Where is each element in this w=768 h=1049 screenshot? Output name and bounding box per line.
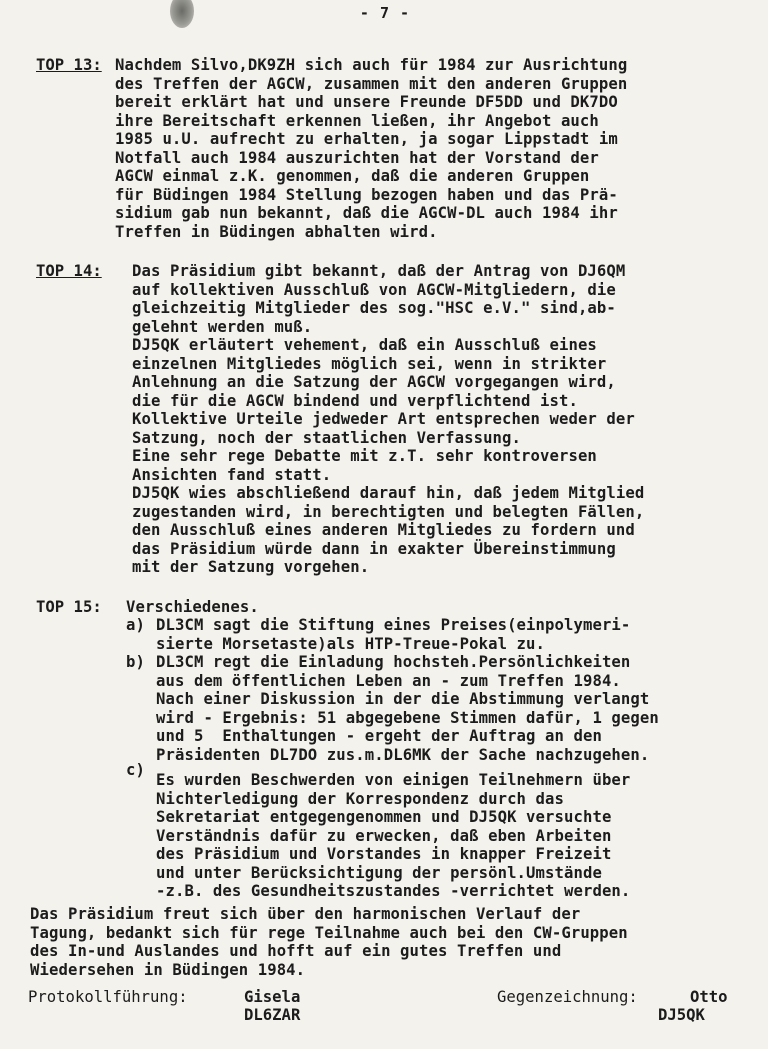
right-signature-name: Otto xyxy=(690,988,728,1006)
top13-line: für Büdingen 1984 Stellung bezogen haben und das Prä- xyxy=(115,185,618,204)
top15-label: TOP 15: xyxy=(36,598,102,616)
top14-line: Eine sehr rege Debatte mit z.T. sehr kontroversen xyxy=(132,447,597,465)
top13-line: des Treffen der AGCW, zusammen mit den anderen Gruppen xyxy=(115,74,628,93)
top13-line: bereit erklärt hat und unsere Freunde DF5DD und DK7DO xyxy=(115,93,618,111)
top13-line: Nachdem Silvo,DK9ZH sich auch für 1984 zur Ausrichtung xyxy=(115,56,628,74)
item-c-line: Sekretariat entgegengenommen und DJ5QK versuchte xyxy=(156,808,612,826)
item-b-line: Präsidenten DL7DO zus.m.DL6MK der Sache nachzugehen. xyxy=(156,745,650,764)
top14-line: die für die AGCW bindend und verpflichtend ist. xyxy=(132,391,578,410)
item-b-line: DL3CM regt die Einladung hochsteh.Persönlichkeiten xyxy=(156,653,631,671)
top14-line: das Präsidium würde dann in exakter Übereinstimmung xyxy=(132,539,616,558)
top13-label: TOP 13: xyxy=(36,56,102,74)
item-b-line: und 5 Enthaltungen - ergeht der Auftrag an den xyxy=(156,727,602,745)
closing-line: des In-und Auslandes und hofft auf ein gutes Treffen und xyxy=(30,942,562,960)
item-a-line: DL3CM sagt die Stiftung eines Preises(einpolymeri- xyxy=(156,616,631,634)
top13-line: Notfall auch 1984 auszurichten hat der Vorstand der xyxy=(115,148,599,167)
top13-line: sidium gab nun bekannt, daß die AGCW-DL auch 1984 ihr xyxy=(115,204,618,222)
item-b-line: Nach einer Diskussion in der die Abstimmung verlangt xyxy=(156,690,650,708)
closing-line: Tagung, bedankt sich für rege Teilnahme auch bei den CW-Gruppen xyxy=(30,923,628,942)
top15-heading: Verschiedenes. xyxy=(126,598,259,616)
top14-line: Satzung, noch der staatlichen Verfassung. xyxy=(132,428,522,447)
left-signature-label: Protokollführung: xyxy=(28,988,188,1006)
top14-line: zugestanden wird, in berechtigten und belegten Fällen, xyxy=(132,502,645,521)
item-b-line: aus dem öffentlichen Leben an - zum Treffen 1984. xyxy=(156,671,621,690)
top14-line: einzelnen Mitgliedes möglich sei, wenn in strikter xyxy=(132,354,607,373)
top14-line: den Ausschluß eines anderen Mitgliedes zu fordern und xyxy=(132,521,635,539)
top13-line: Treffen in Büdingen abhalten wird. xyxy=(115,222,438,241)
top14-line: Ansichten fand statt. xyxy=(132,465,332,484)
item-c-line: Verständnis dafür zu erwecken, daß eben Arbeiten xyxy=(156,826,612,845)
top14-line: auf kollektiven Ausschluß von AGCW-Mitgliedern, die xyxy=(132,280,616,299)
right-signature-call: DJ5QK xyxy=(658,1006,705,1024)
closing-line: Das Präsidium freut sich über den harmonischen Verlauf der xyxy=(30,905,581,923)
item-b-marker: b) xyxy=(126,653,145,671)
top14-line: gelehnt werden muß. xyxy=(132,317,313,336)
item-b-line: wird - Ergebnis: 51 abgegebene Stimmen dafür, 1 gegen xyxy=(156,708,659,727)
closing-line: Wiedersehen in Büdingen 1984. xyxy=(30,960,306,979)
item-c-line: Es wurden Beschwerden von einigen Teilnehmern über xyxy=(156,771,631,789)
top14-line: DJ5QK wies abschließend darauf hin, daß jedem Mitglied xyxy=(132,484,645,502)
item-c-line: des Präsidium und Vorstandes in knapper Freizeit xyxy=(156,845,612,863)
item-c-line: und unter Berücksichtigung der persönl.Umstände xyxy=(156,863,602,882)
right-signature-label: Gegenzeichnung: xyxy=(497,988,638,1006)
top14-line: DJ5QK erläutert vehement, daß ein Ausschluß eines xyxy=(132,336,597,354)
item-a-line: sierte Morsetaste)als HTP-Treue-Pokal zu. xyxy=(156,634,546,653)
item-c-marker: c) xyxy=(126,761,145,779)
top14-line: Kollektive Urteile jedweder Art entsprechen weder der xyxy=(132,410,635,428)
top14-line: mit der Satzung vorgehen. xyxy=(132,558,370,576)
top14-line: gleichzeitig Mitglieder des sog."HSC e.V." sind,ab- xyxy=(132,299,616,317)
left-signature-name: Gisela xyxy=(244,988,301,1006)
left-signature-call: DL6ZAR xyxy=(244,1006,301,1024)
punch-hole-mark xyxy=(170,0,194,28)
page-number: - 7 - xyxy=(359,4,411,22)
top13-line: ihre Bereitschaft erkennen ließen, ihr Angebot auch xyxy=(115,111,599,130)
top14-label: TOP 14: xyxy=(36,262,102,280)
item-c-line: Nichterledigung der Korrespondenz durch das xyxy=(156,789,564,808)
top13-line: AGCW einmal z.K. genommen, daß die anderen Gruppen xyxy=(115,167,590,185)
item-a-marker: a) xyxy=(126,616,145,634)
item-c-line: -z.B. des Gesundheitszustandes -verrichtet werden. xyxy=(156,882,631,900)
top14-line: Anlehnung an die Satzung der AGCW vorgegangen wird, xyxy=(132,373,616,391)
top14-line: Das Präsidium gibt bekannt, daß der Antrag von DJ6QM xyxy=(132,262,626,280)
top13-line: 1985 u.U. aufrecht zu erhalten, ja sogar Lippstadt im xyxy=(115,130,618,148)
